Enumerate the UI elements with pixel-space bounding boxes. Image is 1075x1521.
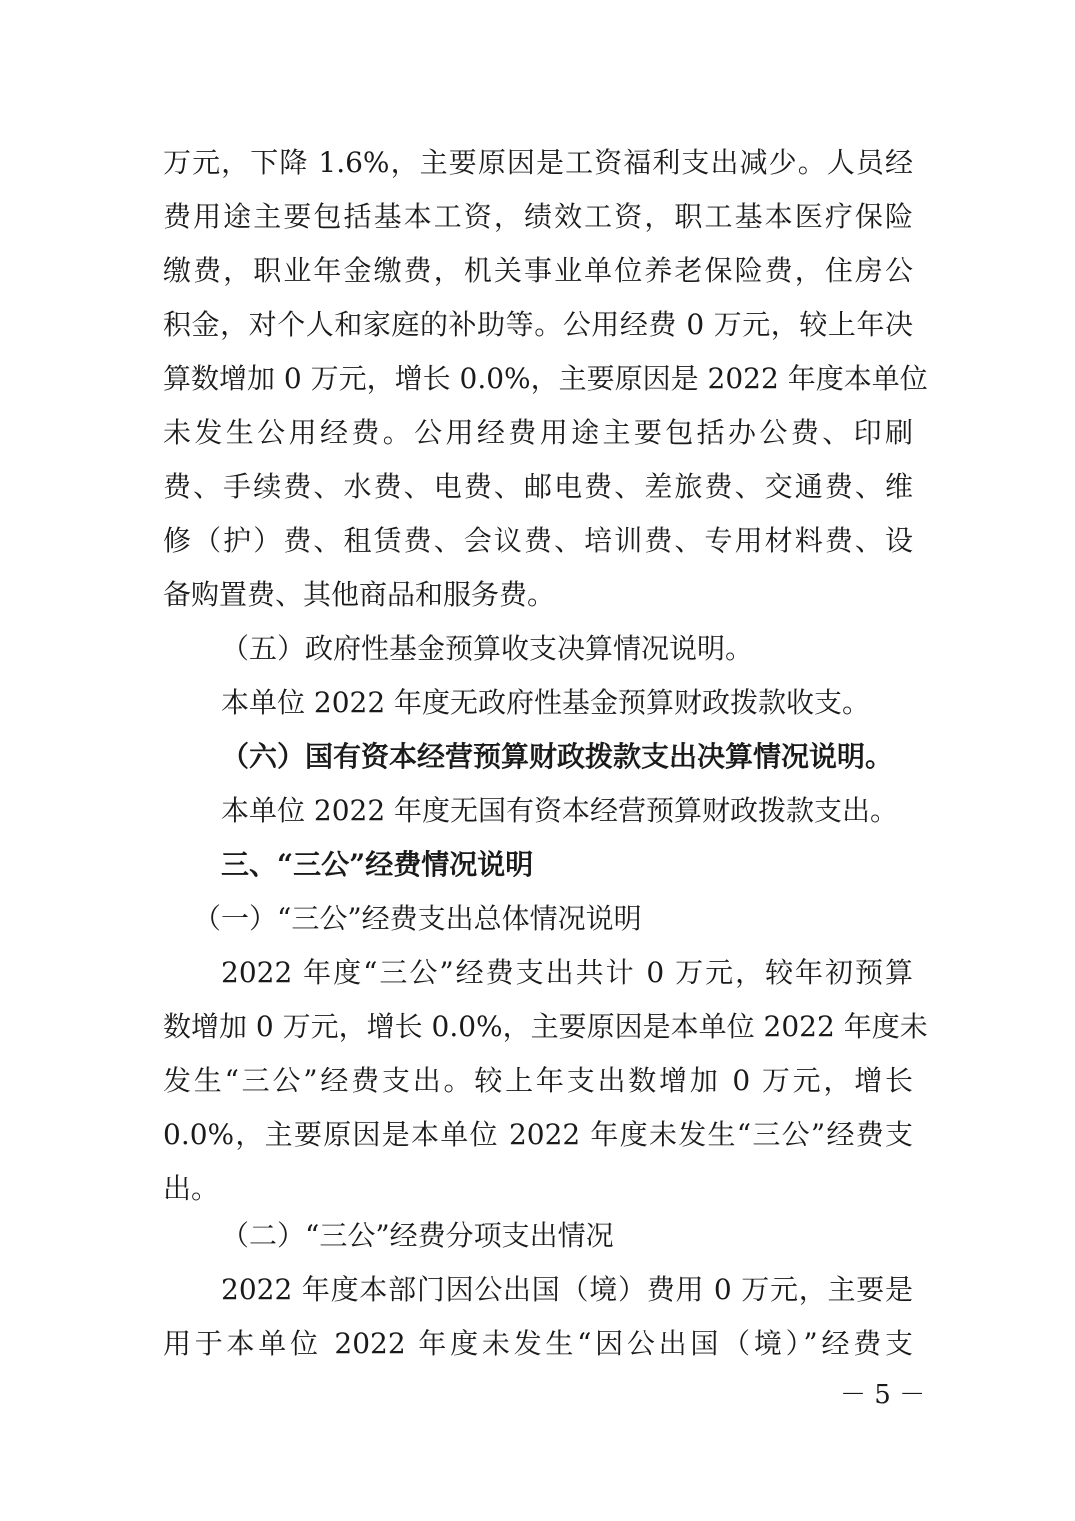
body-line: 本单位 2022 年度无国有资本经营预算财政拨款支出。 bbox=[221, 794, 899, 827]
body-line: 发生“三公”经费支出。较上年支出数增加 0 万元，增长 bbox=[163, 1064, 913, 1097]
body-line: 积金，对个人和家庭的补助等。公用经费 0 万元，较上年决 bbox=[163, 308, 913, 341]
body-line: 算数增加 0 万元，增长 0.0%，主要原因是 2022 年度本单位 bbox=[163, 362, 928, 395]
body-line: 0.0%，主要原因是本单位 2022 年度未发生“三公”经费支 bbox=[163, 1118, 913, 1151]
section-heading: （六）国有资本经营预算财政拨款支出决算情况说明。 bbox=[221, 740, 894, 773]
body-line: 2022 年度本部门因公出国（境）费用 0 万元，主要是 bbox=[221, 1273, 913, 1306]
body-line: 费、手续费、水费、电费、邮电费、差旅费、交通费、维 bbox=[163, 470, 913, 503]
body-line: 用于本单位 2022 年度未发生“因公出国（境）”经费支 bbox=[163, 1327, 913, 1360]
body-line: 缴费，职业年金缴费，机关事业单位养老保险费，住房公 bbox=[163, 254, 913, 287]
section-heading: （五）政府性基金预算收支决算情况说明。 bbox=[221, 632, 754, 665]
body-line: 2022 年度“三公”经费支出共计 0 万元，较年初预算 bbox=[221, 956, 913, 989]
chapter-heading: 三、“三公”经费情况说明 bbox=[221, 848, 534, 881]
body-line: 出。 bbox=[163, 1172, 220, 1205]
body-line: 备购置费、其他商品和服务费。 bbox=[163, 578, 556, 611]
body-line: 未发生公用经费。公用经费用途主要包括办公费、印刷 bbox=[163, 416, 913, 449]
section-heading: （二）“三公”经费分项支出情况 bbox=[221, 1219, 614, 1252]
body-line: 万元，下降 1.6%，主要原因是工资福利支出减少。人员经 bbox=[163, 146, 913, 179]
body-line: 本单位 2022 年度无政府性基金预算财政拨款收支。 bbox=[221, 686, 871, 719]
section-heading: （一）“三公”经费支出总体情况说明 bbox=[193, 902, 642, 935]
body-line: 修（护）费、租赁费、会议费、培训费、专用材料费、设 bbox=[163, 524, 913, 557]
body-line: 数增加 0 万元，增长 0.0%，主要原因是本单位 2022 年度未 bbox=[163, 1010, 928, 1043]
page-number: － 5 － bbox=[840, 1380, 926, 1410]
body-line: 费用途主要包括基本工资，绩效工资，职工基本医疗保险 bbox=[163, 200, 913, 233]
